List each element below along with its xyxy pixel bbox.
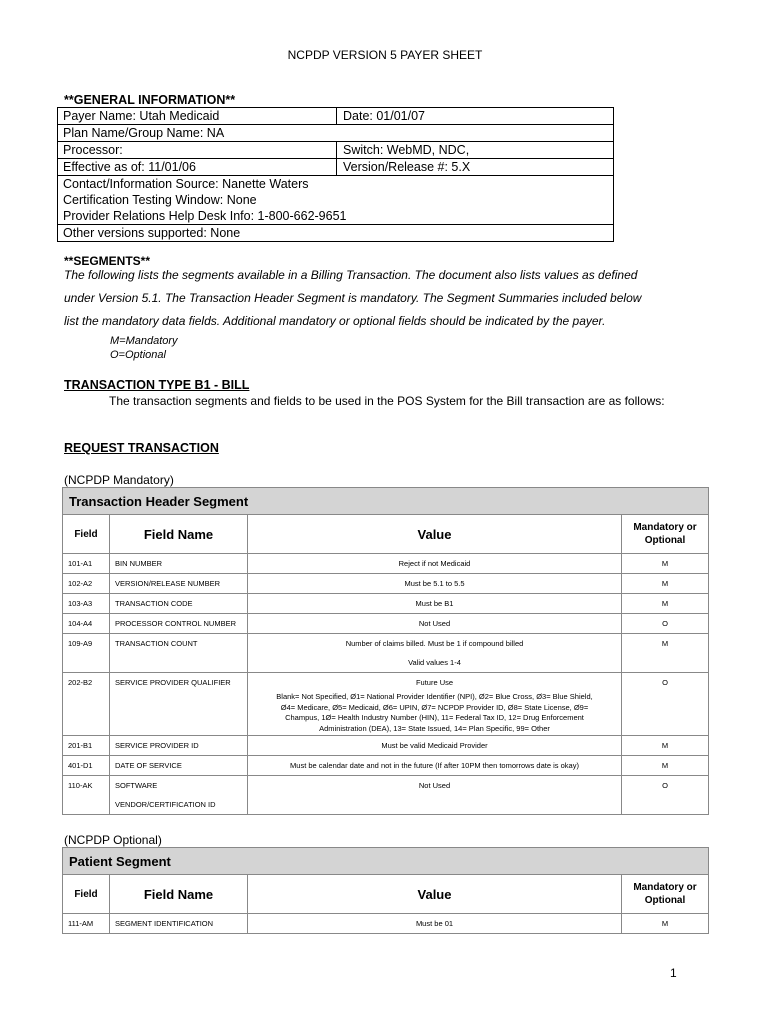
segment-title: Transaction Header Segment <box>63 488 709 515</box>
effective-date: Effective as of: 11/01/06 <box>63 160 196 174</box>
plan-name: Plan Name/Group Name: NA <box>63 126 225 140</box>
table-row <box>63 634 709 673</box>
field-id: 202-B2 <box>63 673 110 736</box>
contact-row <box>58 176 613 192</box>
table-row <box>63 673 709 736</box>
column-header-row <box>63 515 709 554</box>
page-title: NCPDP VERSION 5 PAYER SHEET <box>287 48 483 62</box>
plan-name-row <box>58 125 613 142</box>
cert-window-row <box>58 192 613 208</box>
field-value: Must be valid Medicaid Provider <box>248 736 622 756</box>
field-name: SEGMENT IDENTIFICATION <box>110 914 248 934</box>
effective-row <box>58 159 613 176</box>
col-field-name: Field Name <box>110 875 248 914</box>
field-value: Not Used <box>248 776 622 815</box>
col-mandatory: Mandatory or Optional <box>622 515 709 554</box>
value-line: Future Use <box>415 678 454 687</box>
segments-heading: **SEGMENTS** <box>64 254 151 268</box>
transaction-description: The transaction segments and fields to be used in the POS System for the Bill transaction are as follows: <box>109 394 665 408</box>
col-field: Field <box>63 875 110 914</box>
col-value: Value <box>248 875 622 914</box>
col-value: Value <box>248 515 622 554</box>
table-row <box>63 574 709 594</box>
mandatory-optional: O <box>622 614 709 634</box>
column-header-row <box>63 875 709 914</box>
segments-paragraph-3: list the mandatory data fields. Additional mandatory or optional fields should be indicated by the payer. <box>64 314 606 328</box>
field-value: Not Used <box>248 614 622 634</box>
field-name: SERVICE PROVIDER ID <box>110 736 248 756</box>
transaction-header-segment-table <box>62 487 709 815</box>
ncpdp-mandatory-label: (NCPDP Mandatory) <box>64 473 174 487</box>
field-id: 103-A3 <box>63 594 110 614</box>
contact-source: Contact/Information Source: Nanette Waters <box>63 177 309 191</box>
table-row <box>63 594 709 614</box>
field-id: 104-A4 <box>63 614 110 634</box>
mandatory-optional: M <box>622 634 709 673</box>
field-id: 201-B1 <box>63 736 110 756</box>
table-row <box>63 914 709 934</box>
segments-paragraph-1: The following lists the segments available in a Billing Transaction. The document also lists values as defined <box>64 268 638 282</box>
table-row <box>63 756 709 776</box>
field-value: Must be calendar date and not in the future (If after 10PM then tomorrows date is okay) <box>248 756 622 776</box>
col-mandatory: Mandatory or Optional <box>622 875 709 914</box>
segments-paragraph-2: under Version 5.1. The Transaction Header Segment is mandatory. The Segment Summaries included below <box>64 291 642 305</box>
field-value: Must be 5.1 to 5.5 <box>248 574 622 594</box>
mandatory-optional: M <box>622 756 709 776</box>
table-row <box>63 736 709 756</box>
request-transaction-heading: REQUEST TRANSACTION <box>64 441 219 455</box>
value-line: Number of claims billed. Must be 1 if compound billed <box>345 639 524 648</box>
field-name: TRANSACTION CODE <box>110 594 248 614</box>
transaction-type-heading: TRANSACTION TYPE B1 - BILL <box>64 378 250 392</box>
segment-title: Patient Segment <box>63 848 709 875</box>
other-versions: Other versions supported: None <box>63 226 241 240</box>
field-name: BIN NUMBER <box>110 554 248 574</box>
field-value: Reject if not Medicaid <box>248 554 622 574</box>
col-field: Field <box>63 515 110 554</box>
field-value: Must be B1 <box>248 594 622 614</box>
field-name: SOFTWARE VENDOR/CERTIFICATION ID <box>110 776 248 815</box>
field-name: PROCESSOR CONTROL NUMBER <box>110 614 248 634</box>
help-desk-row <box>58 208 613 225</box>
mandatory-optional: M <box>622 736 709 756</box>
col-field-name: Field Name <box>110 515 248 554</box>
field-id: 109-A9 <box>63 634 110 673</box>
field-name: TRANSACTION COUNT <box>110 634 248 673</box>
general-info-box <box>57 107 614 242</box>
payer-name: Payer Name: Utah Medicaid <box>63 109 220 123</box>
cert-window: Certification Testing Window: None <box>63 193 257 207</box>
field-name: VERSION/RELEASE NUMBER <box>110 574 248 594</box>
patient-segment-table <box>62 847 709 934</box>
table-row <box>63 614 709 634</box>
mandatory-optional: O <box>622 673 709 736</box>
mandatory-optional: M <box>622 594 709 614</box>
legend-mandatory: M=Mandatory <box>110 335 178 347</box>
date: Date: 01/01/07 <box>336 108 425 124</box>
processor-row <box>58 142 613 159</box>
value-line-2: Valid values 1-4 <box>408 658 461 667</box>
field-id: 111-AM <box>63 914 110 934</box>
mandatory-optional: M <box>622 554 709 574</box>
field-id: 102-A2 <box>63 574 110 594</box>
field-value <box>248 634 622 673</box>
field-id: 110-AK <box>63 776 110 815</box>
table-row <box>63 776 709 815</box>
help-desk: Provider Relations Help Desk Info: 1-800-662-9651 <box>63 209 347 223</box>
field-id: 401-D1 <box>63 756 110 776</box>
mandatory-optional: M <box>622 574 709 594</box>
mandatory-optional: O <box>622 776 709 815</box>
page-number: 1 <box>670 966 677 980</box>
switch: Switch: WebMD, NDC, <box>336 142 469 158</box>
field-value: Must be 01 <box>248 914 622 934</box>
mandatory-optional: M <box>622 914 709 934</box>
value-line-2: Blank= Not Specified, Ø1= National Provider Identifier (NPI), Ø2= Blue Cross, Ø3= Blue Shield, Ø4= Medicare, Ø5= Medicaid, Ø6= UPIN, Ø7= NCPDP Provider ID, Ø8= State License, Ø9= Champus, 1Ø= Health Industry Number (HIN), 11= Federal Tax ID, 12= Drug Enforcement Administration (DEA), 13= State Issued, 14= Plan Specific, 99= Other <box>276 692 593 733</box>
payer-name-row <box>58 108 613 125</box>
other-versions-row <box>58 225 613 241</box>
field-name: DATE OF SERVICE <box>110 756 248 776</box>
processor: Processor: <box>63 143 123 157</box>
ncpdp-optional-label: (NCPDP Optional) <box>64 833 162 847</box>
legend-optional: O=Optional <box>110 349 166 361</box>
field-name: SERVICE PROVIDER QUALIFIER <box>110 673 248 736</box>
field-value <box>248 673 622 736</box>
field-id: 101-A1 <box>63 554 110 574</box>
table-row <box>63 554 709 574</box>
general-info-heading: **GENERAL INFORMATION** <box>64 93 236 107</box>
version-release: Version/Release #: 5.X <box>336 159 470 175</box>
